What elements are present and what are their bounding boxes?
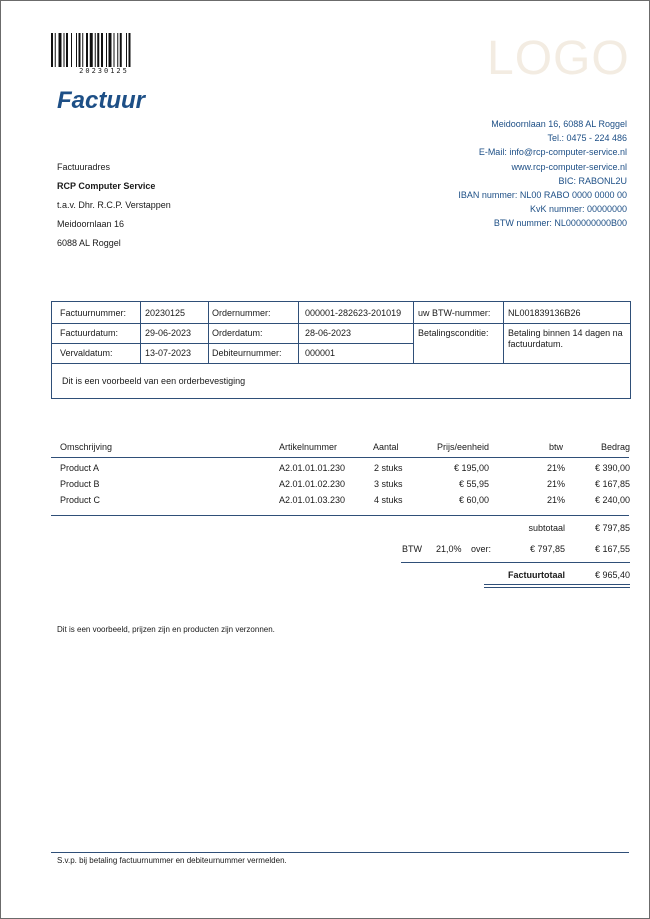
table-cell-aantal: 2 stuks (374, 463, 403, 473)
table-cell-prijs: € 195,00 (453, 463, 489, 473)
factuurtotaal-label: Factuurtotaal (507, 570, 565, 580)
table-cell-prijs: € 55,95 (458, 479, 489, 489)
ordernummer-value: 000001-282623-201019 (305, 308, 402, 318)
billing-label: Factuuradres (57, 162, 111, 172)
company-btw: BTW nummer: NL000000000B00 (493, 218, 627, 229)
divider (52, 343, 413, 344)
total-underline-double (484, 587, 630, 588)
debiteurnummer-value: 000001 (305, 348, 336, 358)
company-iban: IBAN nummer: NL00 RABO 0000 0000 00 (458, 190, 627, 201)
disclaimer-note: Dit is een voorbeeld, prijzen zijn en producten zijn verzonnen. (57, 625, 275, 634)
billing-address (57, 158, 171, 253)
factuurdatum-value: 29-06-2023 (145, 328, 192, 338)
col-aantal: Aantal (373, 442, 399, 452)
table-cell-omschrijving: Product C (60, 495, 101, 505)
company-bic: BIC: RABONL2U (558, 175, 627, 186)
table-cell-bedrag: € 167,85 (594, 479, 630, 489)
items-list (1, 463, 649, 511)
btwnummer-label: uw BTW-nummer: (418, 308, 491, 318)
divider (298, 302, 299, 363)
divider (140, 302, 141, 363)
orderdatum-label: Orderdatum: (212, 328, 263, 338)
company-address: Meidoornlaan 16, 6088 AL Roggel (491, 119, 627, 129)
table-cell-aantal: 3 stuks (374, 479, 403, 489)
table-cell-omschrijving: Product B (60, 479, 100, 489)
items-divider (51, 515, 629, 516)
table-cell-artikelnummer: A2.01.01.02.230 (279, 479, 346, 489)
vervaldatum-label: Vervaldatum: (60, 348, 113, 358)
logo-placeholder: LOGO (487, 32, 630, 85)
footer-text: S.v.p. bij betaling factuurnummer en debiteurnummer vermelden. (57, 856, 287, 865)
col-omschrijving: Omschrijving (60, 442, 113, 452)
col-prijs: Prijs/eenheid (436, 442, 489, 452)
invoice-info-box (51, 301, 631, 399)
btw-base: € 797,85 (529, 544, 565, 554)
company-email: E-Mail: info@rcp-computer-service.nl (478, 147, 627, 158)
orderdatum-value: 28-06-2023 (305, 328, 352, 338)
billing-name: RCP Computer Service (57, 181, 156, 191)
factuurnummer-label: Factuurnummer: (60, 308, 127, 318)
billing-street: Meidoornlaan 16 (57, 219, 125, 229)
table-cell-btw: 21% (546, 479, 565, 489)
btw-amount: € 167,55 (594, 544, 630, 554)
barcode-image (51, 33, 157, 67)
table-cell-artikelnummer: A2.01.01.03.230 (279, 495, 346, 505)
betalingsconditie-value: Betaling binnen 14 dagen na factuurdatum. (508, 328, 623, 349)
col-bedrag: Bedrag (600, 442, 630, 452)
divider (208, 302, 209, 363)
subtotaal-value: € 797,85 (594, 523, 630, 533)
table-cell-bedrag: € 390,00 (594, 463, 630, 473)
btw-divider (401, 562, 630, 563)
col-btw: btw (548, 442, 563, 452)
btw-label: BTW (402, 544, 422, 554)
order-remark: Dit is een voorbeeld van een orderbevestiging (62, 376, 246, 386)
ordernummer-label: Ordernummer: (212, 308, 271, 318)
factuurnummer-value: 20230125 (145, 308, 186, 318)
table-cell-aantal: 4 stuks (374, 495, 403, 505)
table-cell-btw: 21% (546, 495, 565, 505)
divider (413, 323, 630, 324)
divider (503, 302, 504, 363)
billing-attn: t.a.v. Dhr. R.C.P. Verstappen (57, 200, 171, 210)
company-website: www.rcp-computer-service.nl (511, 161, 627, 172)
vervaldatum-value: 13-07-2023 (145, 348, 192, 358)
btw-over: over: (471, 544, 492, 554)
btwnummer-value: NL001839136B26 (508, 308, 581, 318)
table-cell-btw: 21% (546, 463, 565, 473)
company-kvk: KvK nummer: 00000000 (529, 204, 627, 215)
factuurdatum-label: Factuurdatum: (60, 328, 119, 338)
total-underline (484, 584, 630, 585)
footer-divider (51, 852, 629, 853)
divider (52, 323, 413, 324)
company-phone: Tel.: 0475 - 224 486 (547, 133, 627, 144)
divider (413, 302, 414, 363)
betalingsconditie-label: Betalingsconditie: (418, 328, 489, 338)
header-divider (51, 457, 629, 458)
divider (52, 363, 630, 364)
billing-city: 6088 AL Roggel (57, 238, 121, 248)
debiteurnummer-label: Debiteurnummer: (212, 348, 282, 358)
document-title: Factuur (57, 87, 146, 114)
barcode-number: 20230125 (79, 67, 129, 75)
table-cell-omschrijving: Product A (60, 463, 100, 473)
table-cell-prijs: € 60,00 (458, 495, 489, 505)
table-cell-bedrag: € 240,00 (594, 495, 630, 505)
company-details (458, 117, 627, 231)
btw-rate: 21,0% (436, 544, 462, 554)
col-artikelnummer: Artikelnummer (279, 442, 338, 452)
subtotaal-label: subtotaal (528, 523, 565, 533)
table-cell-artikelnummer: A2.01.01.01.230 (279, 463, 346, 473)
factuurtotaal-value: € 965,40 (594, 570, 630, 580)
